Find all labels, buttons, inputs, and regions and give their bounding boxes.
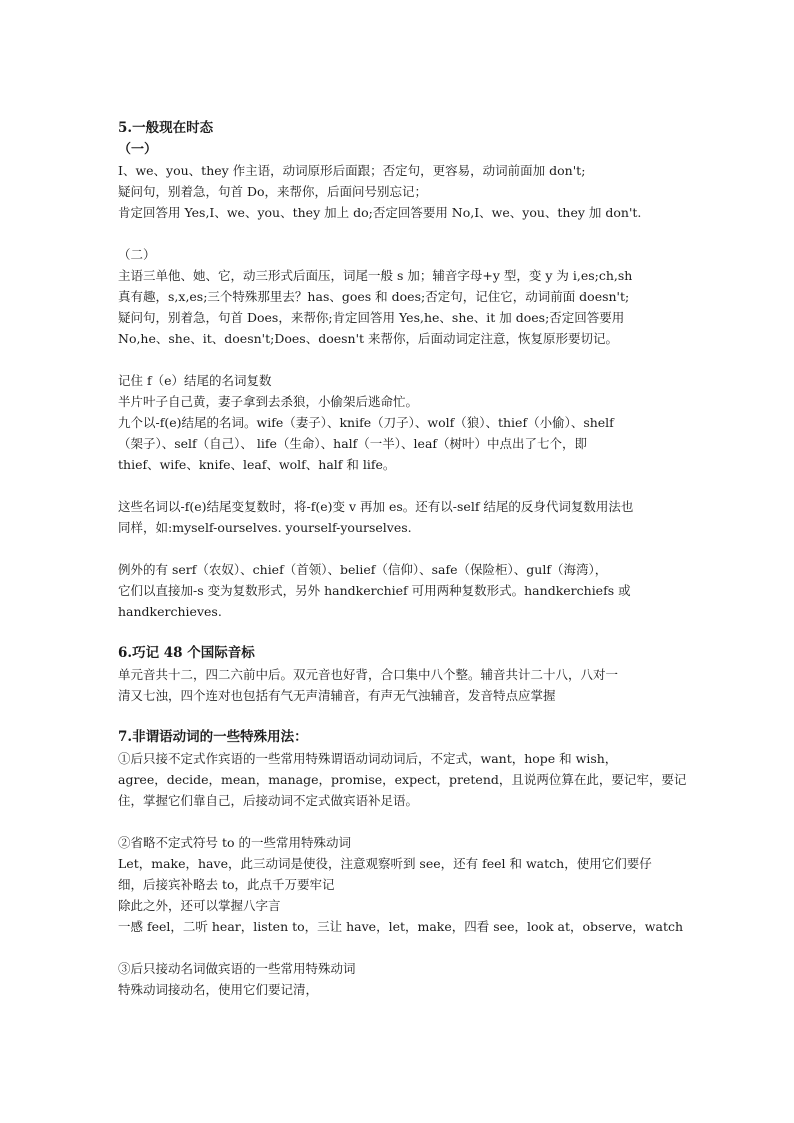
document-page [118,118,687,1000]
paragraph-line: 住，掌握它们靠自己，后接动词不定式做宾语补足语。 [118,793,419,808]
section-5-part-1-label: （一） [118,142,158,157]
paragraph-line: 九个以-f(e)结尾的名词。wife（妻子）、knife（刀子）、wolf（狼）、thief（小偷）、shelf [118,415,614,430]
paragraph-line: 一感 feel，二听 hear，listen to，三让 have，let，make，四看 see，look at，observe，watch [118,919,684,934]
paragraph-line: handkerchieves. [118,604,222,619]
paragraph-line: 真有趣，s,x,es;三个特殊那里去？has、goes 和 does;否定句，记住它，动词前面 doesn't; [118,289,630,304]
paragraph-line: 同样，如:myself-ourselves. yourself-yourselves. [118,520,412,535]
paragraph-line: 疑问句，别着急，句首 Does，来帮你;肯定回答用 Yes,he、she、it 加 does;否定回答要用 [118,310,625,325]
section-6-title: 6.巧记 48 个国际音标 [118,645,255,661]
paragraph-line: No,he、she、it、doesn't;Does、doesn't 来帮你，后面动词定注意，恢复原形要切记。 [118,331,619,346]
paragraph-line: 记住 f（e）结尾的名词复数 [118,373,272,388]
paragraph-line: 这些名词以-f(e)结尾变复数时，将-f(e)变 v 再加 es。还有以-self 结尾的反身代词复数用法也 [118,499,634,514]
paragraph-line: 细，后接宾补略去 to，此点千万要牢记 [118,877,335,892]
paragraph-line: 主语三单他、她、它，动三形式后面压，词尾一般 s 加；辅音字母+y 型，变 y 为 i,es;ch,sh [118,268,633,283]
paragraph-line: 单元音共十二，四二六前中后。双元音也好背，合口集中八个整。辅音共计二十八，八对一 [118,667,619,682]
paragraph-line: Let，make，have，此三动词是使役，注意观察听到 see，还有 feel 和 watch，使用它们要仔 [118,856,652,871]
paragraph-line: 半片叶子自己黄，妻子拿到去杀狼，小偷架后逃命忙。 [118,394,419,409]
paragraph-line: ①后只接不定式作宾语的一些常用特殊谓语动词动词后，不定式，want，hope 和 wish， [118,751,618,766]
paragraph-line: agree，decide，mean，manage，promise，expect，pretend，且说两位算在此，要记牢，要记 [118,772,687,787]
paragraph-line: ③后只接动名词做宾语的一些常用特殊动词 [118,961,356,976]
paragraph-line: 例外的有 serf（农奴）、chief（首领）、belief（信仰）、safe（保险柜）、gulf（海湾）， [118,562,608,577]
paragraph-line: 疑问句，别着急，句首 Do，来帮你，后面问号别忘记； [118,184,428,199]
paragraph-line: 除此之外，还可以掌握八字言 [118,898,281,913]
paragraph-line: 特殊动词接动名，使用它们要记清， [118,982,319,997]
paragraph-line: ②省略不定式符号 to 的一些常用特殊动词 [118,835,351,850]
paragraph-line: 清又七浊，四个连对也包括有气无声清辅音，有声无气浊辅音，发音特点应掌握 [118,688,556,703]
paragraph-line: 它们以直接加-s 变为复数形式，另外 handkerchief 可用两种复数形式。handkerchiefs 或 [118,583,631,598]
section-5-title: 5.一般现在时态 [118,120,214,136]
paragraph-line: （架子）、self（自己）、 life（生命）、half（一半）、leaf（树叶）中点出了七个，即 [118,436,588,451]
paragraph-line: thief、wife、knife、leaf、wolf、half 和 life。 [118,457,396,472]
section-7-title: 7.非谓语动词的一些特殊用法： [118,729,308,745]
section-5-part-2-label: （二） [118,247,156,262]
paragraph-line: 肯定回答用 Yes,I、we、you、they 加上 do;否定回答要用 No,I、we、you、they 加 don't. [118,205,642,220]
paragraph-line: I、we、you、they 作主语，动词原形后面跟；否定句，更容易，动词前面加 don't; [118,163,586,178]
